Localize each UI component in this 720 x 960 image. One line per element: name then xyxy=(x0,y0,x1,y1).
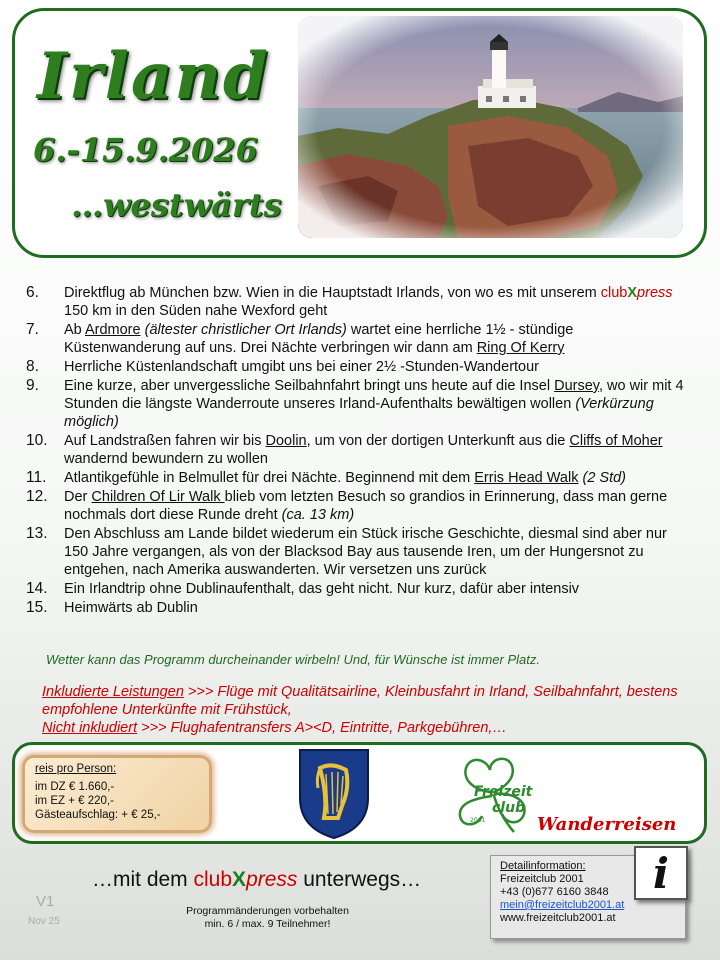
program-text-segment: press xyxy=(637,285,673,301)
slogan-club: club xyxy=(193,868,233,891)
program-item-number: 14. xyxy=(26,580,48,597)
program-item xyxy=(26,488,694,524)
program-item-number: 9. xyxy=(26,377,39,394)
program-item-text xyxy=(64,358,694,376)
program-text-segment: wartet eine herrliche 1½ - stündige Küstenwanderung auf uns. Drei Nächte verbringen wir dann am xyxy=(64,322,574,356)
changes-line1: Programmänderungen vorbehalten xyxy=(186,905,349,917)
slogan xyxy=(92,868,421,892)
price-ez: im EZ + € 220,- xyxy=(35,795,114,807)
changes-line2: min. 6 / max. 9 Teilnehmer! xyxy=(204,918,331,930)
shamrock-logo-icon xyxy=(448,752,540,836)
price-heading: reis pro Person: xyxy=(35,763,117,775)
included-label: Inkludierte Leistungen xyxy=(42,684,184,700)
excluded-label: Nicht inkludiert xyxy=(42,720,138,736)
version-label: V1 xyxy=(36,893,55,910)
excluded-text: >>> Flughafentransfers A><D, Eintritte, Parkgebühren,… xyxy=(137,720,507,736)
program-item-number: 10. xyxy=(26,432,48,449)
program-text-segment: (ca. 13 km) xyxy=(281,507,355,523)
program-text-segment: (2 Std) xyxy=(582,470,627,486)
irish-harp-shield-icon xyxy=(298,748,370,840)
program-item-text xyxy=(64,580,694,598)
program-item-text xyxy=(64,432,694,468)
subtitle: …westwärts xyxy=(71,186,282,224)
program-text-segment: (ältester christlicher Ort Irlands) xyxy=(144,322,347,338)
program-item-text xyxy=(64,321,694,357)
contact-web[interactable]: www.freizeitclub2001.at xyxy=(500,912,616,924)
program-text-segment: Ein Irlandtrip ohne Dublinaufenthalt, das geht nicht. Nur kurz, dafür aber intensiv xyxy=(64,581,580,597)
program-text-segment[interactable]: Dursey xyxy=(554,378,599,394)
page-title: Irland xyxy=(37,39,270,114)
program-item xyxy=(26,358,694,376)
program-text-segment: Auf Landstraßen fahren wir bis xyxy=(64,433,266,449)
slogan-pre: …mit dem xyxy=(92,868,194,891)
program-text-segment: Eine kurze, aber unvergessliche Seilbahnfahrt bringt uns heute auf die Insel xyxy=(64,378,555,394)
program-item-text xyxy=(64,488,694,524)
price-guest: Gästeaufschlag: + € 25,- xyxy=(35,809,161,821)
changes-note xyxy=(160,905,375,931)
price-dz: im DZ € 1.660,- xyxy=(35,781,115,793)
program-item-number: 7. xyxy=(26,321,39,338)
program-text-segment: (Verkürzung möglich) xyxy=(64,396,654,430)
version-date: Nov 25 xyxy=(28,916,60,927)
contact-email-link[interactable]: mein@freizeitclub2001.at xyxy=(500,899,625,911)
program-list xyxy=(26,284,694,618)
lighthouse-photo xyxy=(298,16,683,238)
slogan-press: press xyxy=(246,868,298,891)
program-text-segment: 150 km in den Süden nahe Wexford geht xyxy=(64,303,328,319)
program-item-number: 11. xyxy=(26,469,47,486)
program-item xyxy=(26,377,694,431)
program-item xyxy=(26,599,694,617)
included-text: >>> Flüge mit Qualitätsairline, Kleinbusfahrt in Irland, Seilbahnfahrt, bestens empfohlene Unterkünfte mit Frühstück, xyxy=(42,684,678,718)
program-note: Wetter kann das Programm durcheinander wirbeln! Und, für Wünsche ist immer Platz. xyxy=(46,652,540,667)
contact-name: Freizeitclub 2001 xyxy=(500,873,584,885)
program-text-segment: Ab xyxy=(64,322,85,338)
wanderreisen-label: Wanderreisen xyxy=(537,814,677,835)
contact-phone[interactable]: +43 (0)677 6160 3848 xyxy=(500,886,609,898)
program-text-segment: Heimwärts ab Dublin xyxy=(64,600,198,616)
program-text-segment: , um von der dortigen Unterkunft aus die xyxy=(306,433,570,449)
program-text-segment: Herrliche Küstenlandschaft umgibt uns bei einer 2½ -Stunden-Wandertour xyxy=(64,359,540,375)
program-text-segment: Atlantikgefühle in Belmullet für drei Nächte. Beginnend mit dem xyxy=(64,470,475,486)
program-text-segment: club xyxy=(600,285,628,301)
program-item-text xyxy=(64,599,694,617)
slogan-x: X xyxy=(232,868,247,891)
program-item xyxy=(26,469,694,487)
club-logo-line2: club xyxy=(492,800,526,816)
program-text-segment[interactable]: Ring Of Kerry xyxy=(476,340,565,356)
info-icon: i xyxy=(634,846,688,900)
program-text-segment: , wo wir mit 4 Stunden die längste Wanderroute unseres Irland-Aufenthalts bewältigen wollen xyxy=(64,378,684,412)
program-text-segment: Der xyxy=(64,489,92,505)
program-item xyxy=(26,432,694,468)
program-item xyxy=(26,580,694,598)
program-text-segment[interactable]: Ardmore xyxy=(84,322,141,338)
program-item-number: 13. xyxy=(26,525,48,542)
program-text-segment: blieb vom letzten Besuch so grandios in Erinnerung, dass man gerne nochmals dort diese Runde dreht xyxy=(64,489,668,523)
program-text-segment: Direktflug ab München bzw. Wien in die Hauptstadt Irlands, von wo es mit unserem xyxy=(64,285,601,301)
program-item-number: 12. xyxy=(26,488,48,505)
club-logo-year: 2001 xyxy=(470,817,486,824)
program-text-segment: X xyxy=(627,285,638,301)
program-text-segment[interactable]: Children Of Lir Walk xyxy=(91,489,225,505)
program-text-segment[interactable]: Doolin xyxy=(265,433,307,449)
program-item-number: 6. xyxy=(26,284,39,301)
program-text-segment[interactable]: Erris Head Walk xyxy=(474,470,579,486)
program-text-segment: Den Abschluss am Lande bildet wiederum ein Stück irische Geschichte, diesmal sind aber nur 150 Jahre vergangen, als von der Blacksod Bay aus tausende Iren, um der Hungersnot zu entgehen, nach Amerika auswanderten. Wir versetzen uns zurück xyxy=(64,526,667,578)
program-item-text xyxy=(64,525,694,579)
travel-dates: 6.-15.9.2026 xyxy=(33,131,258,169)
program-item-number: 15. xyxy=(26,599,48,616)
program-text-segment: wandernd bewundern zu wollen xyxy=(64,451,268,467)
program-item xyxy=(26,525,694,579)
club-logo-line1: Freizeit xyxy=(474,784,533,800)
program-item-number: 8. xyxy=(26,358,39,375)
price-card xyxy=(22,755,212,833)
contact-heading: Detailinformation: xyxy=(500,860,586,872)
program-item xyxy=(26,284,694,320)
services xyxy=(42,683,702,737)
program-item-text xyxy=(64,284,694,320)
program-text-segment[interactable]: Cliffs of Moher xyxy=(569,433,663,449)
program-item-text xyxy=(64,469,694,487)
slogan-post: unterwegs… xyxy=(297,868,422,891)
program-item-text xyxy=(64,377,694,431)
program-item xyxy=(26,321,694,357)
